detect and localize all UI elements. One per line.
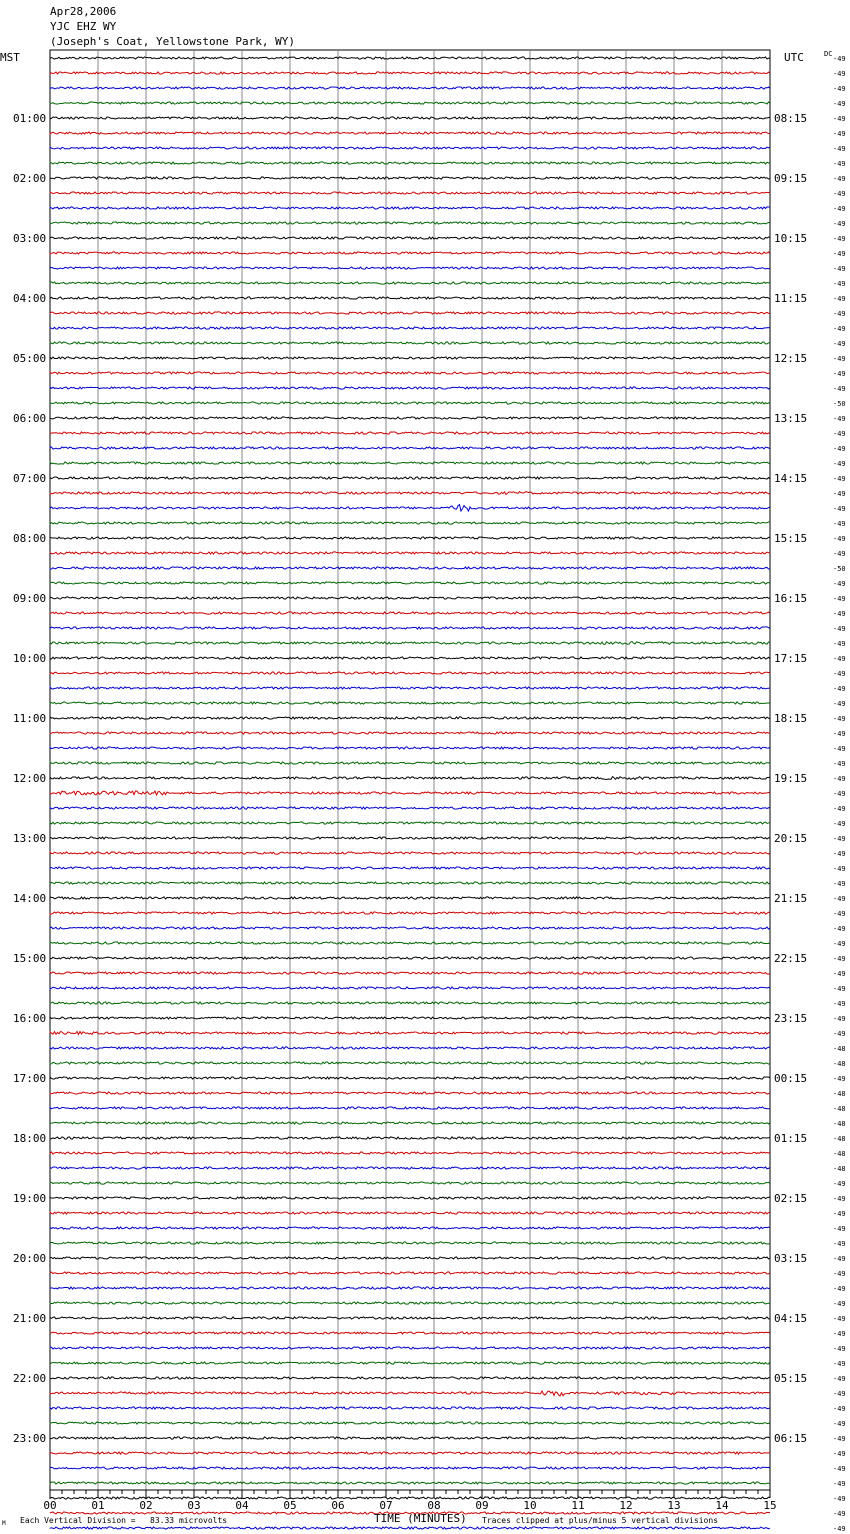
dc-offset-84: -49	[833, 1315, 846, 1323]
seismic-trace-86	[50, 1347, 770, 1349]
left-hour-label: 06:00	[13, 412, 47, 425]
seismic-traces	[50, 57, 770, 1534]
dc-offset-5: -49	[833, 130, 846, 138]
dc-offset-95: -49	[833, 1480, 846, 1488]
right-hour-label: 04:15	[774, 1312, 808, 1325]
dc-offset-75: -49	[833, 1180, 846, 1188]
seismic-trace-22	[50, 387, 770, 389]
left-hour-label: 07:00	[13, 472, 47, 485]
left-hour-label: 18:00	[13, 1132, 47, 1145]
dc-offset-29: -49	[833, 490, 846, 498]
right-hour-label: 06:15	[774, 1432, 808, 1445]
right-hour-label: 12:15	[774, 352, 808, 365]
right-hour-label: 21:15	[774, 892, 808, 905]
dc-offset-4: -49	[833, 115, 846, 123]
seismic-trace-79	[50, 1242, 770, 1244]
right-hour-label: 09:15	[774, 172, 808, 185]
left-hour-label: 14:00	[13, 892, 47, 905]
left-hour-label: 16:00	[13, 1012, 47, 1025]
dc-offset-94: -49	[833, 1465, 846, 1473]
seismic-trace-25	[50, 432, 770, 434]
seismic-trace-48	[50, 777, 770, 780]
dc-offset-31: -49	[833, 520, 846, 528]
seismic-trace-23	[50, 402, 770, 404]
seismic-trace-4	[50, 117, 770, 119]
seismic-trace-10	[50, 207, 770, 209]
dc-label: DC	[824, 50, 833, 58]
seismic-trace-46	[50, 747, 770, 749]
dc-offset-61: -49	[833, 970, 846, 978]
dc-offset-56: -49	[833, 895, 846, 903]
seismic-trace-28	[50, 477, 770, 479]
seismic-trace-13	[50, 252, 770, 254]
right-hour-label: 11:15	[774, 292, 808, 305]
dc-offset-38: -49	[833, 625, 846, 633]
x-tick-label: 06	[331, 1499, 345, 1512]
left-hour-label: 09:00	[13, 592, 47, 605]
seismic-trace-20	[50, 357, 770, 359]
left-hour-label: 13:00	[13, 832, 47, 845]
right-hour-label: 03:15	[774, 1252, 808, 1265]
dc-offset-77: -49	[833, 1210, 846, 1218]
dc-offset-62: -49	[833, 985, 846, 993]
seismic-trace-59	[50, 942, 770, 944]
dc-offset-9: -49	[833, 190, 846, 198]
dc-offset-72: -48	[833, 1135, 846, 1143]
x-tick-label: 00	[43, 1499, 57, 1512]
dc-offset-43: -49	[833, 700, 846, 708]
dc-offset-17: -49	[833, 310, 846, 318]
left-hour-label: 10:00	[13, 652, 47, 665]
left-hour-label: 22:00	[13, 1372, 47, 1385]
seismic-trace-63	[50, 1002, 770, 1004]
seismic-trace-14	[50, 267, 770, 269]
dc-offset-58: -49	[833, 925, 846, 933]
right-hour-labels	[774, 112, 807, 1445]
seismic-trace-36	[50, 597, 770, 599]
seismic-trace-38	[50, 627, 770, 629]
seismic-trace-81	[50, 1272, 770, 1274]
dc-offset-labels	[833, 55, 846, 1534]
seismic-trace-96	[50, 1497, 770, 1499]
dc-offset-97: -49	[833, 1510, 846, 1518]
seismic-trace-21	[50, 372, 770, 374]
right-timezone-label: UTC	[784, 51, 804, 64]
dc-offset-54: -49	[833, 865, 846, 873]
dc-offset-63: -49	[833, 1000, 846, 1008]
right-hour-label: 20:15	[774, 832, 808, 845]
seismic-trace-0	[50, 57, 770, 59]
dc-offset-16: -49	[833, 295, 846, 303]
dc-offset-79: -49	[833, 1240, 846, 1248]
seismic-trace-53	[50, 852, 770, 854]
dc-offset-98: -49	[833, 1525, 846, 1533]
left-hour-labels	[13, 112, 46, 1445]
seismic-trace-95	[50, 1482, 770, 1484]
dc-offset-0: -49	[833, 55, 846, 63]
right-hour-label: 02:15	[774, 1192, 808, 1205]
seismic-trace-37	[50, 612, 770, 614]
x-tick-label: 14	[715, 1499, 729, 1512]
dc-offset-87: -49	[833, 1360, 846, 1368]
seismic-trace-3	[50, 102, 770, 104]
seismic-trace-50	[50, 807, 770, 809]
seismic-trace-94	[50, 1467, 770, 1469]
dc-offset-59: -49	[833, 940, 846, 948]
right-hour-label: 23:15	[774, 1012, 808, 1025]
seismic-trace-70	[50, 1107, 770, 1109]
dc-offset-24: -49	[833, 415, 846, 423]
seismic-trace-74	[50, 1167, 770, 1169]
seismic-trace-61	[50, 972, 770, 974]
dc-offset-45: -49	[833, 730, 846, 738]
dc-offset-20: -49	[833, 355, 846, 363]
right-hour-label: 00:15	[774, 1072, 808, 1085]
grid-lines	[50, 50, 770, 1490]
dc-offset-13: -49	[833, 250, 846, 258]
dc-offset-65: -49	[833, 1030, 846, 1038]
seismic-trace-82	[50, 1287, 770, 1289]
dc-offset-11: -49	[833, 220, 846, 228]
seismic-trace-40	[50, 657, 770, 659]
dc-offset-8: -49	[833, 175, 846, 183]
right-hour-label: 17:15	[774, 652, 808, 665]
seismic-trace-88	[50, 1377, 770, 1379]
dc-offset-35: -49	[833, 580, 846, 588]
dc-offset-49: -49	[833, 790, 846, 798]
seismic-trace-78	[50, 1227, 770, 1229]
seismic-trace-45	[50, 732, 770, 734]
dc-offset-2: -49	[833, 85, 846, 93]
dc-offset-76: -49	[833, 1195, 846, 1203]
dc-offset-70: -48	[833, 1105, 846, 1113]
left-timezone-label: MST	[0, 51, 20, 64]
seismic-trace-5	[50, 132, 770, 134]
dc-offset-36: -49	[833, 595, 846, 603]
seismic-trace-71	[50, 1122, 770, 1124]
dc-offset-30: -49	[833, 505, 846, 513]
dc-offset-21: -49	[833, 370, 846, 378]
seismic-trace-65	[50, 1032, 770, 1035]
chart-date: Apr28,2006	[50, 5, 117, 18]
dc-offset-14: -49	[833, 265, 846, 273]
dc-offset-15: -49	[833, 280, 846, 288]
seismic-trace-35	[50, 582, 770, 584]
left-hour-label: 11:00	[13, 712, 47, 725]
dc-offset-53: -49	[833, 850, 846, 858]
seismic-trace-77	[50, 1212, 770, 1214]
dc-offset-57: -49	[833, 910, 846, 918]
dc-offset-69: -48	[833, 1090, 846, 1098]
seismic-trace-76	[50, 1197, 770, 1199]
seismic-trace-31	[50, 522, 770, 524]
seismic-trace-60	[50, 957, 770, 959]
clip-note: Traces clipped at plus/minus 5 vertical divisions	[482, 1516, 719, 1525]
dc-offset-52: -49	[833, 835, 846, 843]
right-hour-label: 01:15	[774, 1132, 808, 1145]
left-hour-label: 23:00	[13, 1432, 47, 1445]
dc-offset-18: -49	[833, 325, 846, 333]
dc-offset-6: -49	[833, 145, 846, 153]
seismic-trace-8	[50, 177, 770, 179]
x-tick-label: 04	[235, 1499, 249, 1512]
x-tick-label: 08	[427, 1499, 441, 1512]
left-hour-label: 21:00	[13, 1312, 47, 1325]
seismic-trace-17	[50, 312, 770, 314]
left-hour-label: 02:00	[13, 172, 47, 185]
dc-offset-91: -49	[833, 1420, 846, 1428]
left-hour-label: 05:00	[13, 352, 47, 365]
dc-offset-42: -49	[833, 685, 846, 693]
dc-offset-64: -49	[833, 1015, 846, 1023]
seismic-trace-41	[50, 672, 770, 674]
right-hour-label: 10:15	[774, 232, 808, 245]
seismic-trace-44	[50, 717, 770, 719]
right-hour-label: 14:15	[774, 472, 808, 485]
chart-location: (Joseph's Coat, Yellowstone Park, WY)	[50, 35, 296, 48]
right-hour-label: 22:15	[774, 952, 808, 965]
seismic-trace-42	[50, 687, 770, 689]
x-axis-title: TIME (MINUTES)	[374, 1512, 467, 1525]
seismic-trace-57	[50, 912, 770, 914]
seismic-trace-68	[50, 1077, 770, 1079]
seismic-trace-11	[50, 222, 770, 224]
seismic-trace-67	[50, 1062, 770, 1064]
seismic-trace-54	[50, 867, 770, 869]
seismic-trace-90	[50, 1407, 770, 1409]
dc-offset-41: -49	[833, 670, 846, 678]
dc-offset-26: -49	[833, 445, 846, 453]
x-tick-label: 09	[475, 1499, 489, 1512]
right-hour-label: 13:15	[774, 412, 808, 425]
seismic-trace-1	[50, 72, 770, 74]
dc-offset-74: -48	[833, 1165, 846, 1173]
dc-offset-86: -49	[833, 1345, 846, 1353]
dc-offset-96: -49	[833, 1495, 846, 1503]
seismic-trace-15	[50, 282, 770, 284]
dc-offset-82: -49	[833, 1285, 846, 1293]
x-tick-label: 05	[283, 1499, 297, 1512]
seismic-trace-91	[50, 1422, 770, 1424]
dc-offset-71: -48	[833, 1120, 846, 1128]
x-tick-label: 02	[139, 1499, 153, 1512]
seismic-trace-6	[50, 147, 770, 149]
seismic-trace-69	[50, 1092, 770, 1094]
seismic-trace-62	[50, 987, 770, 989]
dc-offset-12: -49	[833, 235, 846, 243]
dc-offset-23: -50	[833, 400, 846, 408]
x-tick-label: 07	[379, 1499, 393, 1512]
right-hour-label: 08:15	[774, 112, 808, 125]
x-tick-label: 12	[619, 1499, 633, 1512]
dc-offset-37: -49	[833, 610, 846, 618]
footer-corner: M	[2, 1520, 6, 1527]
seismic-trace-73	[50, 1152, 770, 1154]
x-tick-label: 11	[571, 1499, 585, 1512]
chart-station: YJC EHZ WY	[50, 20, 117, 33]
dc-offset-66: -48	[833, 1045, 846, 1053]
seismic-trace-47	[50, 762, 770, 764]
left-hour-label: 19:00	[13, 1192, 47, 1205]
dc-offset-28: -49	[833, 475, 846, 483]
dc-offset-85: -49	[833, 1330, 846, 1338]
left-hour-label: 03:00	[13, 232, 47, 245]
dc-offset-92: -49	[833, 1435, 846, 1443]
seismic-trace-34	[50, 567, 770, 569]
seismic-trace-75	[50, 1182, 770, 1184]
left-hour-label: 12:00	[13, 772, 47, 785]
dc-offset-27: -49	[833, 460, 846, 468]
dc-offset-83: -49	[833, 1300, 846, 1308]
seismic-trace-85	[50, 1332, 770, 1334]
dc-offset-89: -49	[833, 1390, 846, 1398]
dc-offset-81: -49	[833, 1270, 846, 1278]
dc-offset-67: -48	[833, 1060, 846, 1068]
right-hour-label: 18:15	[774, 712, 808, 725]
dc-offset-34: -50	[833, 565, 846, 573]
right-hour-label: 05:15	[774, 1372, 808, 1385]
dc-offset-25: -49	[833, 430, 846, 438]
seismic-trace-9	[50, 192, 770, 194]
seismic-trace-2	[50, 87, 770, 89]
dc-offset-47: -49	[833, 760, 846, 768]
seismic-trace-49	[50, 791, 770, 795]
right-hour-label: 16:15	[774, 592, 808, 605]
seismic-trace-19	[50, 342, 770, 344]
seismic-trace-83	[50, 1302, 770, 1304]
seismic-trace-27	[50, 462, 770, 464]
left-hour-label: 04:00	[13, 292, 47, 305]
dc-offset-55: -49	[833, 880, 846, 888]
dc-offset-93: -49	[833, 1450, 846, 1458]
left-hour-label: 15:00	[13, 952, 47, 965]
seismic-trace-92	[50, 1437, 770, 1439]
seismic-trace-43	[50, 702, 770, 704]
seismic-trace-33	[50, 552, 770, 554]
seismic-trace-84	[50, 1317, 770, 1319]
plot-frame	[50, 50, 770, 1490]
seismic-trace-93	[50, 1452, 770, 1454]
dc-offset-88: -49	[833, 1375, 846, 1383]
right-hour-label: 19:15	[774, 772, 808, 785]
seismic-trace-98	[50, 1527, 770, 1529]
seismic-trace-72	[50, 1137, 770, 1139]
x-tick-label: 03	[187, 1499, 201, 1512]
seismic-trace-29	[50, 492, 770, 495]
left-hour-label: 20:00	[13, 1252, 47, 1265]
dc-offset-10: -49	[833, 205, 846, 213]
right-hour-label: 15:15	[774, 532, 808, 545]
seismic-trace-87	[50, 1362, 770, 1364]
dc-offset-19: -49	[833, 340, 846, 348]
dc-offset-73: -48	[833, 1150, 846, 1158]
seismic-trace-80	[50, 1257, 770, 1259]
seismic-trace-58	[50, 927, 770, 929]
dc-offset-44: -49	[833, 715, 846, 723]
dc-offset-1: -49	[833, 70, 846, 78]
x-tick-label: 01	[91, 1499, 105, 1512]
dc-offset-32: -49	[833, 535, 846, 543]
dc-offset-80: -49	[833, 1255, 846, 1263]
seismic-trace-18	[50, 327, 770, 329]
dc-offset-68: -49	[833, 1075, 846, 1083]
seismic-trace-24	[50, 417, 770, 419]
dc-offset-50: -49	[833, 805, 846, 813]
dc-offset-7: -49	[833, 160, 846, 168]
dc-offset-3: -49	[833, 100, 846, 108]
seismic-trace-89	[50, 1391, 770, 1396]
seismic-trace-66	[50, 1047, 770, 1049]
seismic-trace-12	[50, 237, 770, 239]
dc-offset-22: -49	[833, 385, 846, 393]
dc-offset-90: -49	[833, 1405, 846, 1413]
dc-offset-46: -49	[833, 745, 846, 753]
dc-offset-33: -49	[833, 550, 846, 558]
dc-offset-48: -49	[833, 775, 846, 783]
seismic-trace-32	[50, 537, 770, 539]
dc-offset-60: -49	[833, 955, 846, 963]
seismic-trace-64	[50, 1017, 770, 1019]
x-tick-label: 10	[523, 1499, 537, 1512]
x-axis	[43, 1490, 776, 1512]
seismic-trace-30	[50, 505, 770, 512]
x-tick-label: 13	[667, 1499, 681, 1512]
seismic-trace-55	[50, 882, 770, 884]
dc-offset-51: -49	[833, 820, 846, 828]
dc-offset-39: -49	[833, 640, 846, 648]
dc-offset-78: -49	[833, 1225, 846, 1233]
seismic-trace-52	[50, 837, 770, 839]
seismic-trace-7	[50, 162, 770, 164]
scale-note: Each Vertical Division = 83.33 microvolts	[20, 1516, 228, 1525]
seismic-trace-51	[50, 822, 770, 824]
seismic-trace-26	[50, 447, 770, 449]
x-tick-label: 15	[763, 1499, 777, 1512]
left-hour-label: 17:00	[13, 1072, 47, 1085]
left-hour-label: 01:00	[13, 112, 47, 125]
seismic-trace-39	[50, 642, 770, 645]
left-hour-label: 08:00	[13, 532, 47, 545]
seismic-trace-16	[50, 297, 770, 299]
dc-offset-40: -49	[833, 655, 846, 663]
seismic-trace-56	[50, 897, 770, 899]
